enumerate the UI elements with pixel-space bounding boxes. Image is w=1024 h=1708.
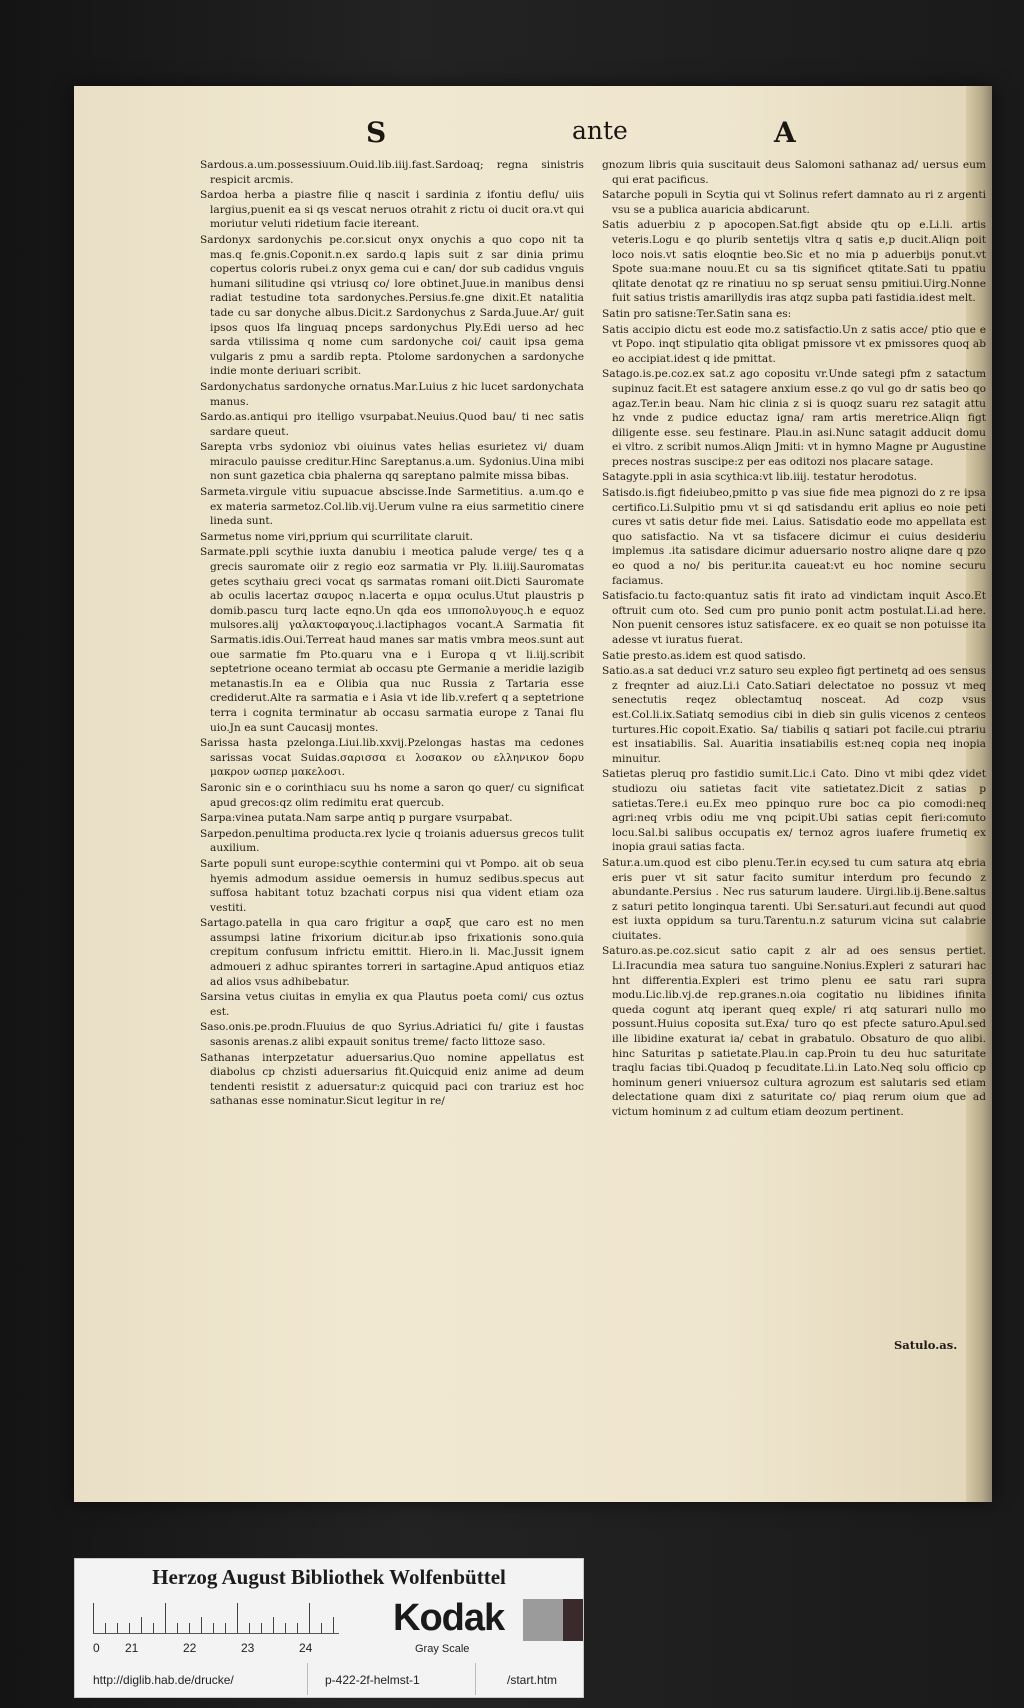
ruler-tick: [321, 1623, 322, 1633]
ruler-tick: [105, 1623, 106, 1633]
entry: Sarissa hasta pzelonga.Liui.lib.xxvij.Pzelongas hastas ma cedones sarissas vocat Suidas.σαρισσα ει λοσακον ου ελληνικον δορυ μακρον ωσπερ μακελοσι.: [200, 737, 584, 779]
ruler: [93, 1603, 339, 1634]
entry: Satietas pleruq pro fastidio sumit.Lic.i Cato. Dino vt mibi qdez videt studiozu oiu satietas facit vite satietatez.Dicit z satias p satietas.Tere.i eu.Ex meo ppinquo rure boc ca pio comodi:neq agri:neq vrbis odiu me vnq pcipit.Ubi satias cepit fieri:comuto locu.Sal.bi salibus occupatis ex/ ternoz agros iuafere frumetiq ex inopia graui satias facta.: [602, 768, 986, 854]
ruler-tick: [93, 1603, 94, 1633]
ruler-tick: [237, 1603, 238, 1633]
entry: Sartago.patella in qua caro frigitur a σαρξ que caro est no men assumpsi latine frixorium dicitur.ab ipso frixationis sono.quia crepitum confusum infrictu emittit. Hiero.in li. Mac.Jussit ignem admoueri z adhuc spirantes torreri in sartagine.Apud antiquos etiaz ad alios vsus adhibebatur.: [200, 917, 584, 988]
ruler-tick: [225, 1623, 226, 1633]
entry: Satin pro satisne:Ter.Satin sana es:: [602, 307, 792, 320]
ruler-tick: [189, 1623, 190, 1633]
entry: Sardoa herba a piastre filie q nascit i sardinia z ifontiu deflu/ uiis largius,puenit ea si qs vescat neruos otrahit z rictu oi ducit ora.vt qui moriutur veluti ridetium facie itereant.: [200, 189, 584, 231]
ruler-tick: [177, 1623, 178, 1633]
entry: Satagyte.ppli in asia scythica:vt lib.iiij. testatur herodotus.: [602, 471, 917, 484]
ruler-tick: [165, 1603, 166, 1633]
ruler-tick: [249, 1623, 250, 1633]
ruler-number: 22: [183, 1641, 197, 1655]
library-name: Herzog August Bibliothek Wolfenbüttel: [152, 1565, 506, 1589]
ruler-tick: [201, 1617, 202, 1633]
ruler-tick: [297, 1623, 298, 1633]
right-column: [602, 158, 986, 1121]
entry: Sardonyx sardonychis pe.cor.sicut onyx onychis a quo copo nit ta mas.q fe.gnis.Coponit.n.ex sardo.q lapis suit z sar dinia primu copertus coloris rubei.z onyx gema cui e can/ dor sub cadidus vnguis humani silitudine qsi vtriusq co/ lore obtinet.Juue.in manibus densi radiat testudine tota sardonyches.Persius.fe.gne dixit.Et natalitia tade cu sar donyche albus.Dicit.z Sardonychus z Sarda.Juue.Ar/ guit ipsos quos lfa linguaq pnceps sardonychus Ply.Edi uerso ad hec sarda vtilissima q nome cum sardonyche coi/ cauit ipsa gema vulgaris z pmu a sardib repta. Ptolome sardonychen a sardonyche indie monte deriuari scribit.: [200, 233, 584, 378]
kodak-logo: Kodak: [393, 1597, 505, 1639]
left-column: [200, 158, 584, 1110]
ruler-number: 23: [241, 1641, 255, 1655]
entry: Sarmeta.virgule vitiu supuacue abscisse.Inde Sarmetitius. a.um.qo e ex materia sarmetoz.Col.lib.vij.Uerum vulne ra eius sarmetitio cinere lineda sunt.: [200, 486, 584, 528]
entry: Satisdo.is.figt fideiubeo,pmitto p vas siue fide mea pignozi do z re ipsa certifico.Li.Sulpitio pmu vt si qd satisdandu erit aplius eo noie peti cures vt satis detur fide mei. Laius. Satisdatio eode mo appellata est quo satisfactio. Na vt sa tisfacere dicimur ei cuius desideriu implemus .ita satisdare dicimur aduersario nostro aliqne dare q pzo eo quod a no/ bis peritur.ita caueat:vt eu hoc nomine securu faciamus.: [602, 487, 986, 587]
entry: Saronic sin e o corinthiacu suu hs nome a saron qo quer/ cu significat apud grecos:qz olim redimitu erat quercub.: [200, 781, 584, 809]
ruler-tick: [309, 1603, 310, 1633]
ruler-number: 0: [93, 1641, 100, 1655]
entry: Satie presto.as.idem est quod satisdo.: [602, 649, 806, 662]
color-calibration-card: [74, 1558, 584, 1698]
entry: Sarpedon.penultima producta.rex lycie q troianis aduersus grecos tulit auxilium.: [200, 827, 584, 855]
document-id: p-422-2f-helmst-1: [325, 1673, 420, 1687]
gray-swatch: [523, 1599, 563, 1641]
catchword: Satulo.as.: [894, 1338, 958, 1352]
entry: Satago.is.pe.coz.ex sat.z ago copositu vr.Unde sategi pfm z satactum supinuz facit.Et est satagere anxium esse.z qo vul go dr satis beo qo agaz.Ter.in beau. Nam hic clinia z si is quoqz suaru rez satagit attu hz vnde z pudice eductaz igna/ ram artis meretrice.Aliqn figt diligente esse. seu festinare. Plau.in asi.Nunc satagit adducit domu ei vltro. z scribit numos.Aliqn Jmiti: vt in hymno Magne pr Augustine preces nostras suscipe:z per eas oditozi nos placare satage.: [602, 368, 986, 468]
ruler-tick: [117, 1623, 118, 1633]
running-head: [74, 116, 966, 156]
entry: Sardous.a.um.possessiuum.Ouid.lib.iiij.fast.Sardoaq; regna sinistris respicit arcmis.: [200, 159, 584, 186]
entry: Sarpa:vinea putata.Nam sarpe antiq p purgare vsurpabat.: [200, 812, 513, 825]
ruler-tick: [153, 1623, 154, 1633]
running-head-middle: ante: [572, 116, 628, 145]
entry: Sarepta vrbs sydonioz vbi oiuinus vates helias esurietez vi/ duam miraculo pauisse creditur.Hinc Sareptanus.a.um. Sydonius.Uina mibi non sunt gazetica cbia phalerna qq sareptano palmite missa bibas.: [200, 441, 584, 483]
gray-scale-label: Gray Scale: [415, 1643, 470, 1655]
entry: Sarmate.ppli scythie iuxta danubiu i meotica palude verge/ tes q a grecis sauromate oiir z regio eoz sarmatia vr Ply. li.iiij.Sauromatas getes scythaiu greci vocat qs sarmatas romani oiit.Dicti Sauromate ab oculis lacertaz σαυρος n.lacerta e ομμα oculus.Utut plaustris p domib.pascu turq lacte eqno.Un qda eos ιπποπολυγους.h e equoz mulsores.alij γαλακτοφαγους.i.lactiphagos vocant.A Sarmatia fit Sarmatis.idis.Oui.Terreat haud manes sar matis vmbra meos.sunt aut oue sarmatie fm Pto.quaru vna e i Europa q vt li.iij.scribit septetrione oceano termiat ab occasu pte Germanie a meridie lazigib metanastis.In ea e Olibia qua nuc Russia z Tartaria esse crediderut.Alte ra sarmatia e i Asia vt ide lib.v.refert q a septetrione terra i cognita terminatur ab occasu sarmatia europe z Tanai flu uio.Jn ea sunt Caucasij montes.: [200, 546, 584, 734]
running-head-right: A: [774, 116, 796, 149]
ruler-tick: [213, 1623, 214, 1633]
entry: Saso.onis.pe.prodn.Fluuius de quo Syrius.Adriatici fu/ gite i faustas sasonis arenas.z alibi expauit sonitus treme/ facto littoze saso.: [200, 1021, 584, 1049]
entry: Satarche populi in Scytia qui vt Solinus refert damnato au ri z argenti vsu se a publica auaricia abdicarunt.: [602, 189, 986, 216]
file-name: /start.htm: [507, 1673, 558, 1687]
ruler-tick: [273, 1617, 274, 1633]
source-url: http://diglib.hab.de/drucke/: [93, 1673, 234, 1687]
entry: Sathanas interpzetatur aduersarius.Quo nomine appellatus est diabolus cp chzisti aduersarius fit.Quicquid eniz anime ad deum tendenti resistit z aduersatur:z quicquid paci con trariuz est hoc sathanas esse nominatur.Sicut legitur in re/: [200, 1051, 584, 1108]
entry: Satis aduerbiu z p apocopen.Sat.figt abside qtu op e.Li.li. artis veteris.Logu e qo plurib sentetijs vltra q satis e,p ducit.Aliqn poit loco nois.vt satis eloqntie beo.Sic et no mia p aduerbijs ponut.vt Spote sua:mane nouu.Et cu sa tis significet qtitate.Sati tu ppatiu qlitate denotat qz re rinatiuu no sp seruat sensu pmitiui.Uirg.Nonne fuit satius tristis amarillydis iras atqz supba pati fastidia.idest melt.: [602, 219, 986, 305]
entry: Saturo.as.pe.coz.sicut satio capit z alr ad oes sensus pertiet. Li.Iracundia mea satura tuo sanguine.Nonius.Expleri z saturari hac hnt differentia.Expleri est trimo plenu ee satu rari supra modu.Lic.lib.vj.de rep.granes.n.oia cogitatio nu libidines ifinita queda cogunt atq iperant queq exple/ ri atq saturari nullo mo possunt.Huius coposita sut.Exa/ turo qo est pfecte saturo.Apul.sed ille libidine exaturat ia/ cebat in grabatulo. Obsaturo de quo alibi. hinc Saturitas p satietate.Plau.in cap.Proin tu deu huc saturitate traqlu facias tibi.Quadoq p fecuditate.Li.in Lato.Neq solu officio cp hominum generi vniuersoz cultura agrozum est salutaris sed etiam delectatione quam dixi z saturitate co/ piaq rerum oium que ad victum hominum z ad cultum etiam deozum pertinent.: [602, 945, 986, 1118]
entry: Satisfacio.tu facto:quantuz satis fit irato ad vindictam inquit Asco.Et oftruit cum oto. Sed cum pro punio ponit actm postulat.Li.ad here. Non puenit censores istuz satisfacere. ex eo quait se non potuisse ita adesse vt iuratus fuerat.: [602, 590, 986, 646]
entry: Sarte populi sunt europe:scythie contermini qui vt Pompo. ait ob seua hyemis admodum assidue oemersis in humuz sedibus.specus aut suffosa habitant totuz bzachati corpus nisi qua vident etiam oza vestiti.: [200, 857, 584, 914]
card-footer: [75, 1667, 583, 1695]
ruler-number: 24: [299, 1641, 313, 1655]
ruler-tick: [333, 1617, 334, 1633]
running-head-left: S: [366, 116, 387, 149]
entry: Satis accipio dictu est eode mo.z satisfactio.Un z satis acce/ ptio que e vt Popo. inqt stipulatio qita obligat pmissore vt ex pmissores quoq ab eo accipiat.idest q ide pmittat.: [602, 323, 986, 365]
divider: [475, 1663, 476, 1695]
entry: Sarsina vetus ciuitas in emylia ex qua Plautus poeta comi/ cus oztus est.: [200, 991, 584, 1018]
dark-swatch: [563, 1599, 583, 1641]
divider: [307, 1663, 308, 1695]
entry: Sardo.as.antiqui pro itelligo vsurpabat.Neuius.Quod bau/ ti nec satis sardare queut.: [200, 411, 584, 438]
entry: gnozum libris quia suscitauit deus Salomoni sathanaz ad/ uersus eum qui erat pacificus.: [602, 159, 986, 186]
ruler-numbers: [93, 1641, 353, 1657]
ruler-number: 21: [125, 1641, 139, 1655]
entry: Sardonychatus sardonyche ornatus.Mar.Luius z hic lucet sardonychata manus.: [200, 380, 584, 408]
ruler-tick: [261, 1623, 262, 1633]
ruler-tick: [141, 1617, 142, 1633]
ruler-tick: [285, 1623, 286, 1633]
printed-page: [74, 86, 992, 1502]
entry: Satur.a.um.quod est cibo plenu.Ter.in ecy.sed tu cum satura atq ebria eris puer vt sit satur facito sumitur interdum pro fecundo z abundante.Persius . Nec rus saturum laudere. Uirgi.lib.ij.Bene.saltus z saturi petito longinqua tarenti. Ubi Ser.saturi.aut fecundi aut quod est iuxta oppidum sa turu.Tarentu.n.z saturum vicina sut calabrie ciuitates.: [602, 856, 986, 942]
ruler-tick: [129, 1623, 130, 1633]
entry: Satio.as.a sat deduci vr.z saturo seu expleo figt pertinetq ad oes sensus z freqnter ad aiuz.Li.i Cato.Satiari delectatoe no possuz vt meq senectutis reqez oblectamtuq nosceat. Ad cozp vsus est.Col.li.ix.Satiatq semodius cibi in dieb sin gulis vicenos z centeos turtures.Hic copoit.Exatio. Sa/ tiabilis q satiari pot facile.cui ptrariu est insatiabilis. Sal. Auaritia insatiabilis est:neq copia neq inopia minuitur.: [602, 665, 986, 765]
entry: Sarmetus nome viri,pprium qui scurrilitate claruit.: [200, 530, 474, 543]
